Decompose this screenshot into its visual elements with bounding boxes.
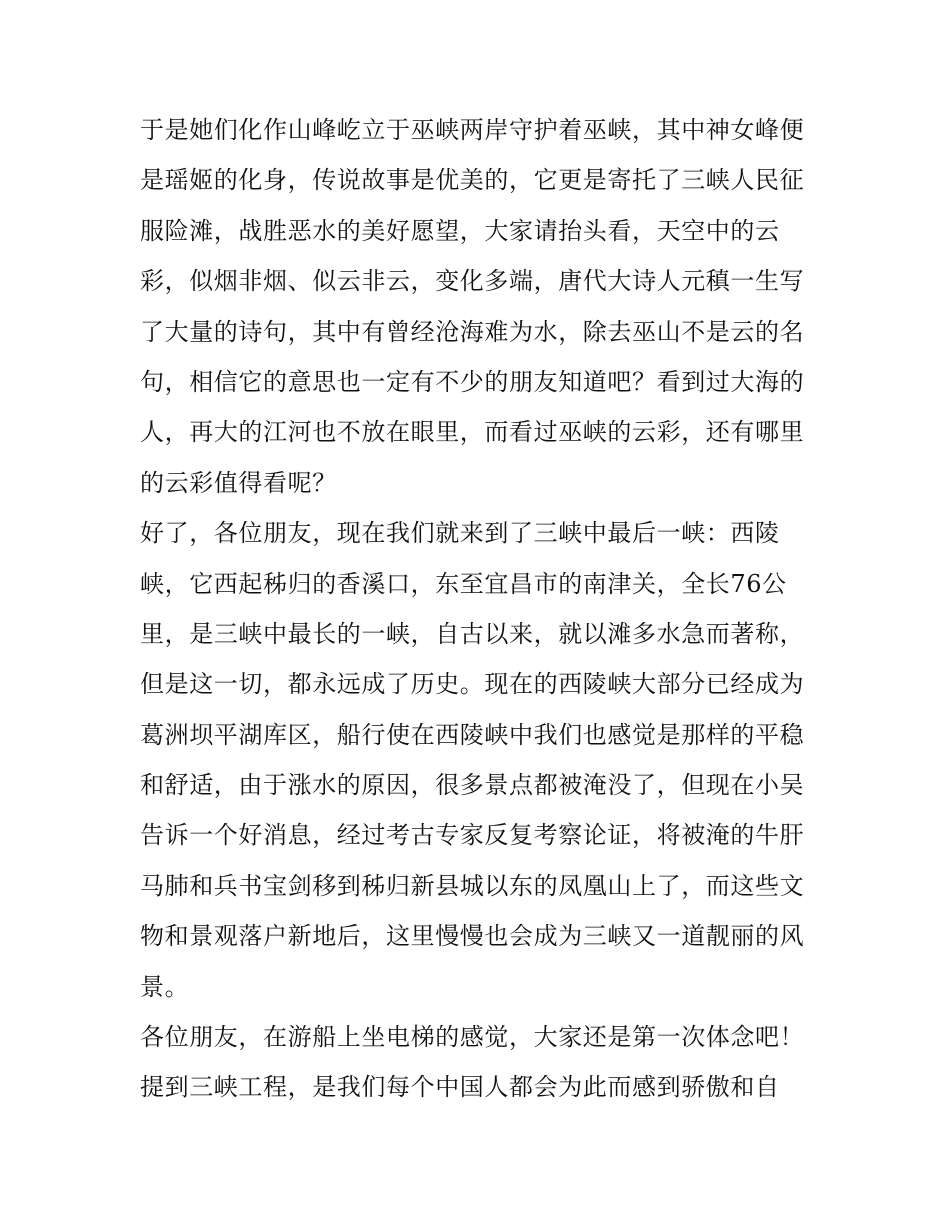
text-line: 各位朋友，在游船上坐电梯的感觉，大家还是第一次体念吧！ — [140, 1023, 805, 1052]
text-line: 句，相信它的意思也一定有不少的朋友知道吧？看到过大海的 — [140, 367, 805, 396]
text-line: 葛洲坝平湖库区，船行使在西陵峡中我们也感觉是那样的平稳 — [140, 720, 805, 749]
text-line: 里，是三峡中最长的一峡，自古以来，就以滩多水急而著称， — [140, 619, 805, 648]
text-line: 景。 — [140, 972, 190, 1001]
text-line: 峡，它西起秭归的香溪口，东至宜昌市的南津关，全长76公 — [140, 569, 787, 598]
text-line: 提到三峡工程，是我们每个中国人都会为此而感到骄傲和自 — [140, 1073, 780, 1102]
text-line: 的云彩值得看呢？ — [140, 468, 337, 497]
text-line: 服险滩，战胜恶水的美好愿望，大家请抬头看，天空中的云 — [140, 216, 780, 245]
text-line: 了大量的诗句，其中有曾经沧海难为水，除去巫山不是云的名 — [140, 317, 805, 346]
text-line: 告诉一个好消息，经过考古专家反复考察论证，将被淹的牛肝 — [140, 821, 805, 850]
text-line: 人，再大的江河也不放在眼里，而看过巫峡的云彩，还有哪里 — [140, 418, 805, 447]
text-line: 好了，各位朋友，现在我们就来到了三峡中最后一峡：西陵 — [140, 519, 780, 548]
text-line: 但是这一切，都永远成了历史。现在的西陵峡大部分已经成为 — [140, 670, 805, 699]
text-line: 和舒适，由于涨水的原因，很多景点都被淹没了，但现在小吴 — [140, 771, 805, 800]
text-line: 于是她们化作山峰屹立于巫峡两岸守护着巫峡，其中神女峰便 — [140, 116, 805, 144]
body-text — [140, 105, 820, 1113]
text-line: 马肺和兵书宝剑移到秭归新县城以东的凤凰山上了，而这些文 — [140, 871, 805, 900]
text-line: 彩，似烟非烟、似云非云，变化多端，唐代大诗人元稹一生写 — [140, 267, 805, 296]
text-line: 物和景观落户新地后，这里慢慢也会成为三峡又一道靓丽的风 — [140, 922, 805, 951]
text-line: 是瑶姬的化身，传说故事是优美的，它更是寄托了三峡人民征 — [140, 166, 805, 195]
